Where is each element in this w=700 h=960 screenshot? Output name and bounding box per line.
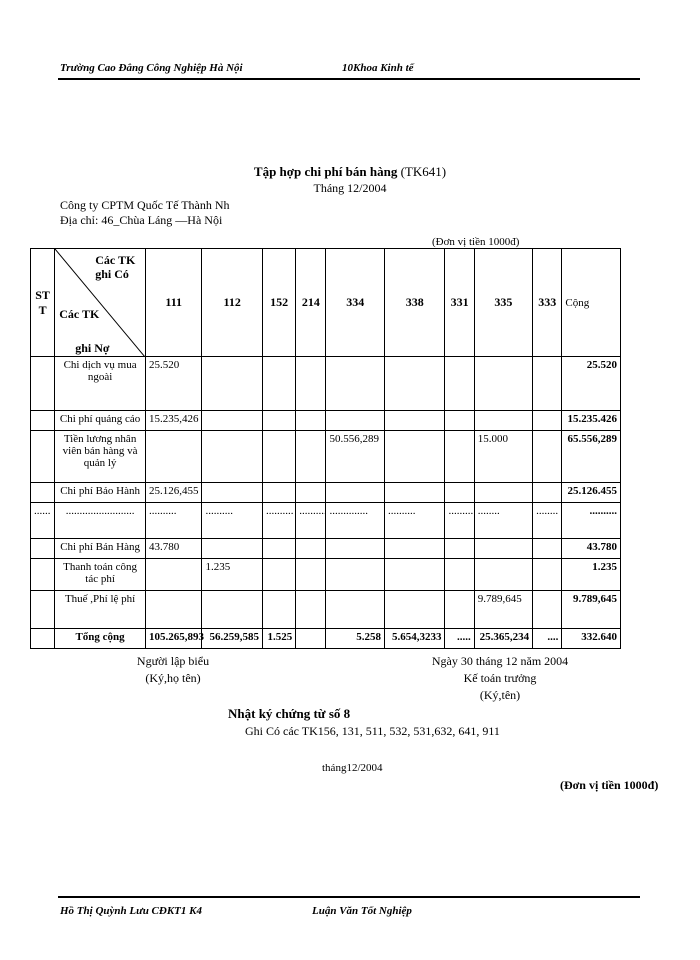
row-cell-338 [384, 483, 445, 503]
chief-accountant-sign: (Ký,tên) [479, 688, 521, 702]
row-cell-152 [262, 483, 295, 503]
row-cell-335 [474, 559, 532, 591]
row-description: Chi phí Bán Hàng [55, 539, 146, 559]
sum-111: 105.265,893 [145, 629, 201, 649]
table-row [31, 411, 621, 431]
diag-bottom-label: ghi Nợ [75, 341, 110, 355]
col-header-333: 333 [533, 249, 562, 357]
row-cell-334 [326, 591, 384, 629]
row-cell-112: .......... [202, 503, 263, 539]
row-cell-333 [533, 357, 562, 411]
row-cell-112 [202, 539, 263, 559]
row-cell-338 [384, 411, 445, 431]
sum-335: 25.365,234 [474, 629, 532, 649]
table-header-row [31, 249, 621, 357]
row-cell-331 [445, 591, 474, 629]
row-cell-338: .......... [384, 503, 445, 539]
table-row [31, 431, 621, 483]
row-cell-214 [296, 411, 326, 431]
journal-month: tháng12/2004 [322, 762, 383, 774]
row-cell-333 [533, 559, 562, 591]
table-row [31, 357, 621, 411]
report-title [0, 164, 700, 180]
col-header-335: 335 [474, 249, 532, 357]
company-name: Công ty CPTM Quốc Tế Thành Nh [60, 198, 230, 212]
report-title-text: Tập hợp chi phí bán hàng [253, 164, 398, 179]
row-cell-334 [326, 539, 384, 559]
table-row [31, 503, 621, 539]
row-stt [31, 591, 55, 629]
row-cell-334: .............. [326, 503, 384, 539]
col-header-152: 152 [262, 249, 295, 357]
row-cell-335 [474, 483, 532, 503]
row-cell-338 [384, 591, 445, 629]
row-cell-111: 43.780 [145, 539, 201, 559]
row-cell-335: ........ [474, 503, 532, 539]
row-stt [31, 559, 55, 591]
row-total: 65.556,289 [562, 431, 621, 483]
row-stt [31, 483, 55, 503]
row-cell-331 [445, 559, 474, 591]
row-total: .......... [562, 503, 621, 539]
row-description: Chi dịch vụ mua ngoài [55, 357, 146, 411]
journal-title: Nhật ký chứng từ số 8 [228, 706, 351, 721]
row-cell-111: 15.235,426 [145, 411, 201, 431]
table-row [31, 591, 621, 629]
col-header-112: 112 [202, 249, 263, 357]
row-cell-333 [533, 483, 562, 503]
row-cell-335: 15.000 [474, 431, 532, 483]
row-cell-111: .......... [145, 503, 201, 539]
table-sum-row [31, 629, 621, 649]
sum-total: 332.640 [562, 629, 621, 649]
table-row [31, 539, 621, 559]
row-cell-152 [262, 431, 295, 483]
row-stt: ...... [31, 503, 55, 539]
row-cell-333 [533, 411, 562, 431]
row-cell-334: 50.556,289 [326, 431, 384, 483]
row-description: ......................... [55, 503, 146, 539]
sum-152: 1.525 [262, 629, 295, 649]
row-cell-331 [445, 411, 474, 431]
row-cell-338 [384, 559, 445, 591]
prepared-by: Người lập biểu [136, 654, 210, 668]
row-cell-111 [145, 559, 201, 591]
table-row [31, 483, 621, 503]
expense-table [30, 248, 621, 649]
header-school: Trường Cao Đẳng Công Nghiệp Hà Nội [60, 62, 243, 74]
row-cell-111 [145, 591, 201, 629]
col-header-111: 111 [145, 249, 201, 357]
row-cell-152 [262, 357, 295, 411]
sum-338: 5.654,3233 [384, 629, 445, 649]
row-stt [31, 357, 55, 411]
row-total: 43.780 [562, 539, 621, 559]
col-header-334: 334 [326, 249, 384, 357]
diag-mid-label: Các TK [59, 307, 100, 321]
row-description: Chi phí Bảo Hành [55, 483, 146, 503]
row-cell-214 [296, 357, 326, 411]
row-cell-214 [296, 483, 326, 503]
row-cell-333 [533, 431, 562, 483]
row-cell-112 [202, 411, 263, 431]
row-cell-331 [445, 357, 474, 411]
journal-unit: (Đơn vị tiền 1000đ) [560, 778, 659, 792]
row-cell-338 [384, 431, 445, 483]
row-cell-335 [474, 539, 532, 559]
row-cell-333 [533, 591, 562, 629]
col-header-331: 331 [445, 249, 474, 357]
row-cell-334 [326, 483, 384, 503]
signature-date: Ngày 30 tháng 12 năm 2004 [431, 654, 569, 668]
sum-333: .... [533, 629, 562, 649]
row-cell-111: 25.520 [145, 357, 201, 411]
row-cell-112 [202, 357, 263, 411]
row-total: 9.789,645 [562, 591, 621, 629]
row-cell-335 [474, 411, 532, 431]
row-cell-338 [384, 357, 445, 411]
header-department: 10Khoa Kinh tế [342, 62, 414, 74]
row-stt [31, 411, 55, 431]
row-cell-112 [202, 431, 263, 483]
row-stt [31, 431, 55, 483]
diagonal-header [55, 249, 146, 357]
diag-top-label: Các TK ghi Có [95, 253, 136, 281]
sum-331: ..... [445, 629, 474, 649]
col-header-214: 214 [296, 249, 326, 357]
row-cell-334 [326, 559, 384, 591]
col-header-total: Cộng [562, 249, 621, 357]
sum-112: 56.259,585 [202, 629, 263, 649]
row-cell-112: 1.235 [202, 559, 263, 591]
row-cell-214 [296, 431, 326, 483]
sum-desc: Tổng cộng [55, 629, 146, 649]
row-cell-152: .......... [262, 503, 295, 539]
row-total: 25.126.455 [562, 483, 621, 503]
prepared-by-sign: (Ký,họ tên) [145, 671, 201, 685]
row-cell-214: .......... [296, 503, 326, 539]
header-rule [58, 78, 640, 80]
row-cell-335: 9.789,645 [474, 591, 532, 629]
row-description: Thanh toán công tác phí [55, 559, 146, 591]
row-cell-112 [202, 483, 263, 503]
company-address: Địa chỉ: 46_Chùa Láng —Hà Nội [60, 213, 223, 227]
row-cell-331 [445, 483, 474, 503]
report-title-code: (TK641) [400, 164, 447, 179]
table-row [31, 559, 621, 591]
row-cell-152 [262, 539, 295, 559]
row-cell-111: 25.126,455 [145, 483, 201, 503]
row-cell-331 [445, 539, 474, 559]
row-description: Thuế ,Phí lệ phí [55, 591, 146, 629]
report-month: Tháng 12/2004 [313, 181, 387, 195]
row-cell-333 [533, 539, 562, 559]
row-cell-214 [296, 539, 326, 559]
chief-accountant: Kế toán trưởng [463, 671, 537, 685]
journal-subtitle: Ghi Có các TK156, 131, 511, 532, 531,632, 641, 911 [245, 724, 500, 738]
row-cell-214 [296, 559, 326, 591]
row-total: 15.235.426 [562, 411, 621, 431]
row-cell-335 [474, 357, 532, 411]
row-cell-112 [202, 591, 263, 629]
row-cell-152 [262, 559, 295, 591]
row-cell-331 [445, 431, 474, 483]
row-cell-334 [326, 411, 384, 431]
row-cell-331: ......... [445, 503, 474, 539]
row-cell-333: ........ [533, 503, 562, 539]
row-cell-214 [296, 591, 326, 629]
footer-thesis: Luận Văn Tốt Nghiệp [312, 905, 412, 917]
row-stt [31, 539, 55, 559]
row-description: Chi phí quảng cáo [55, 411, 146, 431]
sum-334: 5.258 [326, 629, 384, 649]
row-cell-334 [326, 357, 384, 411]
stt-header: ST T [31, 249, 55, 357]
row-total: 1.235 [562, 559, 621, 591]
row-description: Tiền lương nhân viên bán hàng và quản lý [55, 431, 146, 483]
col-header-338: 338 [384, 249, 445, 357]
footer-author: Hồ Thị Quỳnh Lưu CĐKT1 K4 [60, 905, 202, 917]
row-cell-152 [262, 591, 295, 629]
unit-note: (Đơn vị tiền 1000đ) [432, 236, 520, 248]
row-cell-152 [262, 411, 295, 431]
row-cell-111 [145, 431, 201, 483]
row-cell-338 [384, 539, 445, 559]
row-total: 25.520 [562, 357, 621, 411]
sum-214 [296, 629, 326, 649]
footer-rule [58, 896, 640, 898]
